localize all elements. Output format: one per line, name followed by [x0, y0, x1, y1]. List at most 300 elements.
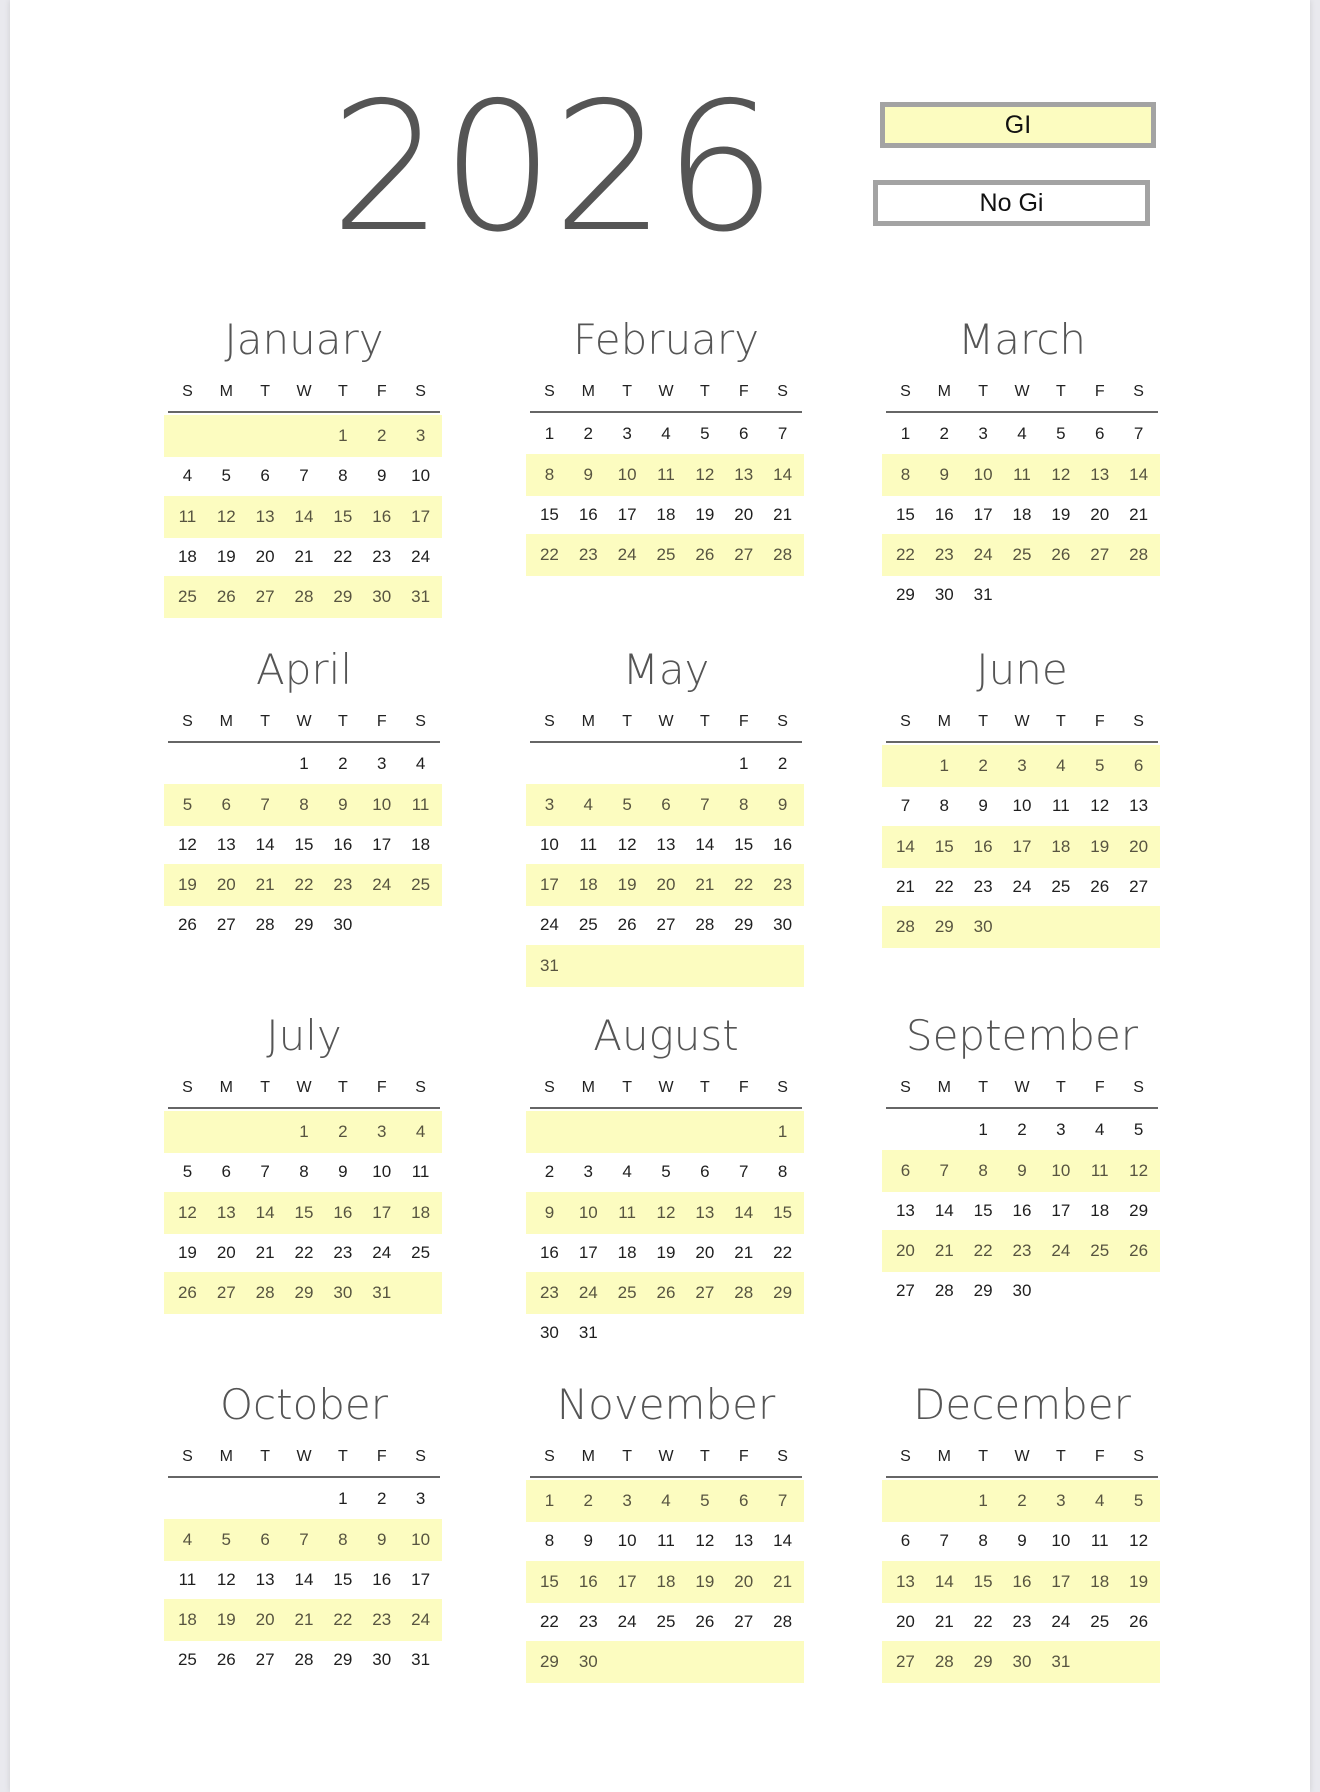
day-cell: 2: [376, 426, 387, 445]
day-cell: 9: [777, 794, 788, 814]
day-cell: 25: [411, 875, 431, 894]
day-cell: 21: [773, 1571, 793, 1591]
day-cell: 1: [978, 1120, 988, 1140]
day-cell: 22: [294, 1242, 314, 1262]
day-cell: 18: [177, 546, 197, 566]
month-title: April: [256, 645, 352, 694]
day-cell: 4: [415, 1122, 426, 1141]
week-row-gi: [526, 1111, 804, 1153]
day-cell: 27: [1129, 876, 1149, 896]
day-cell: 2: [583, 424, 593, 444]
day-cell: 3: [583, 1162, 593, 1182]
day-cell: 14: [773, 1531, 793, 1551]
month-august: [522, 1011, 810, 1353]
day-cell: 2: [939, 424, 949, 444]
week-row-gi: [164, 784, 442, 826]
month-title: January: [224, 315, 384, 364]
weekday-header: W: [296, 1079, 312, 1096]
day-cell: 26: [1129, 1241, 1149, 1260]
week-row-gi: [526, 1561, 804, 1603]
weekday-header: M: [581, 383, 595, 400]
day-cell: 21: [255, 1242, 275, 1262]
weekday-header: T: [260, 383, 271, 400]
day-cell: 23: [578, 1611, 598, 1631]
day-cell: 29: [539, 1652, 559, 1671]
day-cell: 7: [900, 796, 911, 816]
weekday-header: W: [1014, 1448, 1030, 1465]
day-cell: 17: [1051, 1200, 1071, 1220]
day-cell: 23: [1012, 1241, 1032, 1260]
weekday-header: T: [260, 713, 271, 730]
day-cell: 18: [411, 834, 431, 854]
day-cell: 17: [578, 1242, 598, 1262]
day-cell: 11: [579, 834, 598, 854]
day-cell: 22: [773, 1242, 793, 1262]
week-row-nogi: [530, 1603, 802, 1642]
day-cell: 7: [939, 1531, 949, 1551]
day-cell: 19: [617, 875, 637, 894]
day-cell: 31: [578, 1323, 598, 1343]
day-cell: 16: [333, 834, 353, 854]
day-cell: 17: [973, 504, 993, 524]
day-cell: 27: [1090, 545, 1110, 564]
day-cell: 4: [182, 466, 193, 486]
day-cell: 28: [695, 915, 715, 935]
week-row-gi: [164, 415, 442, 457]
day-cell: 25: [1090, 1611, 1110, 1631]
day-cell: 4: [1056, 756, 1066, 775]
day-cell: 13: [734, 464, 754, 484]
day-cell: 18: [411, 1202, 431, 1222]
weekday-header: T: [699, 383, 710, 400]
day-cell: 8: [939, 796, 949, 816]
day-cell: 17: [411, 506, 431, 526]
weekday-header: W: [1014, 1079, 1030, 1096]
week-row-nogi: [886, 576, 1158, 615]
day-cell: 10: [617, 1531, 637, 1551]
day-cell: 13: [1129, 796, 1149, 816]
day-cell: 2: [338, 1122, 348, 1141]
weekday-header: T: [1055, 713, 1066, 730]
day-cell: 3: [544, 794, 555, 814]
day-cell: 7: [777, 424, 788, 444]
weekday-header: W: [296, 383, 312, 400]
day-cell: 30: [1012, 1652, 1032, 1671]
day-cell: 4: [661, 1491, 671, 1510]
weekday-header: T: [978, 1079, 989, 1096]
day-cell: 30: [578, 1652, 598, 1671]
day-cell: 14: [294, 506, 314, 526]
week-row-nogi: [168, 1234, 440, 1273]
day-cell: 17: [539, 875, 559, 894]
weekday-header: T: [337, 1079, 348, 1096]
day-cell: 12: [695, 464, 715, 484]
day-cell: 12: [1129, 1531, 1149, 1551]
weekday-header: T: [699, 713, 710, 730]
day-cell: 29: [934, 917, 954, 936]
day-cell: 27: [895, 1652, 915, 1671]
day-cell: 1: [777, 1122, 788, 1141]
weekday-header-row: [530, 1440, 802, 1478]
week-row-nogi: [168, 1153, 440, 1192]
day-cell: 22: [895, 545, 915, 564]
weekday-header: S: [182, 713, 193, 730]
day-cell: 4: [415, 754, 426, 774]
month-march: [878, 315, 1166, 615]
day-cell: 9: [583, 464, 593, 484]
day-cell: 11: [1090, 1160, 1109, 1180]
day-cell: 14: [255, 1202, 275, 1222]
month-november: [522, 1380, 810, 1683]
day-cell: 20: [216, 875, 236, 894]
day-cell: 9: [544, 1202, 555, 1222]
day-cell: 19: [695, 504, 715, 524]
day-cell: 22: [539, 1611, 559, 1631]
weekday-header: F: [376, 1448, 387, 1465]
week-row-gi: [882, 1561, 1160, 1603]
day-cell: 30: [539, 1323, 559, 1343]
day-cell: 13: [216, 834, 236, 854]
weekday-header-row: [530, 375, 802, 413]
day-cell: 29: [973, 1281, 993, 1301]
day-cell: 7: [1133, 424, 1144, 444]
day-cell: 5: [221, 1529, 231, 1549]
day-cell: 24: [411, 1610, 431, 1629]
day-cell: 11: [411, 1162, 430, 1182]
weekday-header: T: [260, 1448, 271, 1465]
day-cell: 26: [216, 1650, 236, 1670]
day-cell: 12: [216, 506, 236, 526]
weekday-header-row: [168, 375, 440, 413]
week-row-gi: [164, 1519, 442, 1561]
weekday-header: M: [937, 713, 951, 730]
week-row-gi: [164, 496, 442, 538]
week-row-gi: [882, 906, 1160, 948]
day-cell: 2: [583, 1491, 593, 1510]
weekday-header: F: [1094, 383, 1105, 400]
day-cell: 19: [177, 1242, 197, 1262]
day-cell: 4: [1094, 1120, 1105, 1140]
day-cell: 26: [177, 1283, 197, 1302]
day-cell: 29: [973, 1652, 993, 1671]
weekday-header: F: [1094, 713, 1105, 730]
day-cell: 19: [695, 1571, 715, 1591]
weekday-header: F: [376, 383, 387, 400]
day-cell: 6: [738, 1491, 749, 1510]
day-cell: 1: [338, 1489, 348, 1509]
month-title: November: [556, 1380, 776, 1429]
day-cell: 25: [1051, 876, 1071, 896]
week-row-nogi: [530, 1522, 802, 1561]
weekday-header: M: [581, 1079, 595, 1096]
calendar-page: [10, 0, 1310, 1792]
day-cell: 24: [372, 875, 392, 894]
week-row-gi: [526, 534, 804, 576]
day-cell: 9: [978, 796, 988, 816]
day-cell: 1: [544, 424, 555, 444]
day-cell: 23: [333, 875, 353, 894]
day-cell: 2: [978, 756, 988, 775]
day-cell: 16: [1012, 1200, 1032, 1220]
weekday-header: T: [337, 713, 348, 730]
day-cell: 9: [338, 1162, 348, 1182]
day-cell: 13: [1090, 464, 1110, 484]
week-row-nogi: [168, 1480, 440, 1519]
weekday-header: F: [376, 1079, 387, 1096]
day-cell: 10: [411, 1529, 431, 1549]
day-cell: 31: [372, 1283, 392, 1302]
day-cell: 28: [255, 915, 275, 935]
month-january: [160, 315, 448, 618]
day-cell: 27: [216, 915, 236, 935]
day-cell: 31: [539, 955, 559, 975]
weekday-header: S: [182, 383, 193, 400]
day-cell: 20: [895, 1241, 915, 1260]
weekday-header: T: [978, 1448, 989, 1465]
day-cell: 24: [411, 546, 431, 566]
weekday-header: T: [622, 1448, 633, 1465]
day-cell: 3: [978, 424, 988, 444]
weekday-header: F: [738, 383, 749, 400]
day-cell: 10: [372, 794, 392, 814]
day-cell: 26: [656, 1283, 676, 1302]
day-cell: 12: [177, 1202, 197, 1222]
day-cell: 18: [1051, 836, 1071, 856]
day-cell: 31: [411, 1650, 431, 1670]
day-cell: 5: [1133, 1120, 1144, 1140]
day-cell: 6: [661, 794, 671, 814]
day-cell: 24: [539, 915, 559, 935]
weekday-header: W: [658, 1448, 674, 1465]
day-cell: 25: [617, 1283, 637, 1302]
day-cell: 29: [895, 585, 915, 605]
week-row-gi: [164, 576, 442, 618]
day-cell: 31: [1051, 1652, 1071, 1671]
day-cell: 26: [1090, 876, 1110, 896]
day-cell: 22: [973, 1241, 993, 1260]
day-cell: 10: [411, 466, 431, 486]
weekday-header: S: [415, 713, 426, 730]
day-cell: 27: [695, 1283, 715, 1302]
day-cell: 19: [1090, 836, 1110, 856]
day-cell: 16: [773, 834, 793, 854]
day-cell: 27: [895, 1281, 915, 1301]
day-cell: 4: [622, 1162, 632, 1182]
day-cell: 25: [578, 915, 598, 935]
day-cell: 20: [695, 1242, 715, 1262]
day-cell: 30: [372, 1650, 392, 1670]
day-cell: 26: [695, 545, 715, 564]
day-cell: 23: [973, 876, 993, 896]
day-cell: 9: [939, 464, 949, 484]
weekday-header-row: [168, 1440, 440, 1478]
weekday-header: T: [978, 383, 989, 400]
month-title: March: [957, 315, 1087, 364]
day-cell: 12: [1129, 1160, 1149, 1180]
day-cell: 6: [900, 1531, 911, 1551]
day-cell: 31: [973, 585, 993, 605]
week-row-gi: [164, 1599, 442, 1641]
weekday-header: M: [581, 713, 595, 730]
week-row-nogi: [530, 745, 802, 784]
day-cell: 15: [934, 836, 954, 856]
day-cell: 28: [294, 1650, 314, 1670]
month-title: May: [622, 645, 710, 694]
week-row-nogi: [886, 787, 1158, 826]
month-title: September: [905, 1011, 1139, 1060]
day-cell: 29: [734, 915, 754, 935]
weekday-header: M: [219, 1448, 233, 1465]
day-cell: 7: [260, 794, 270, 814]
week-row-gi: [526, 1641, 804, 1683]
day-cell: 25: [1090, 1241, 1110, 1260]
day-cell: 10: [372, 1162, 392, 1182]
day-cell: 14: [895, 836, 915, 856]
day-cell: 1: [978, 1491, 988, 1510]
day-cell: 21: [895, 876, 915, 896]
weekday-header: S: [415, 1079, 426, 1096]
day-cell: 8: [777, 1162, 788, 1182]
weekday-header-row: [886, 1440, 1158, 1478]
day-cell: 17: [372, 834, 392, 854]
day-cell: 25: [656, 1611, 676, 1631]
day-cell: 6: [900, 1160, 911, 1180]
weekday-header: T: [699, 1448, 710, 1465]
day-cell: 17: [411, 1569, 431, 1589]
day-cell: 14: [695, 834, 715, 854]
week-row-gi: [882, 1480, 1160, 1522]
day-cell: 7: [299, 1529, 309, 1549]
day-cell: 29: [773, 1283, 793, 1302]
day-cell: 17: [1051, 1571, 1071, 1591]
weekday-header: S: [900, 1448, 911, 1465]
day-cell: 23: [372, 1610, 392, 1629]
weekday-header: S: [777, 1448, 788, 1465]
day-cell: 11: [1052, 796, 1070, 816]
day-cell: 9: [1017, 1160, 1027, 1180]
week-row-nogi: [530, 496, 802, 535]
day-cell: 24: [1012, 876, 1032, 896]
day-cell: 18: [1012, 504, 1032, 524]
day-cell: 20: [255, 1610, 275, 1629]
day-cell: 10: [1051, 1160, 1071, 1180]
day-cell: 23: [773, 875, 793, 894]
week-row-nogi: [168, 1641, 440, 1680]
day-cell: 12: [177, 834, 197, 854]
day-cell: 31: [411, 587, 431, 606]
weekday-header: F: [738, 713, 749, 730]
month-july: [160, 1011, 448, 1314]
month-title: October: [219, 1380, 389, 1429]
day-cell: 6: [700, 1162, 710, 1182]
day-cell: 20: [734, 1571, 754, 1591]
day-cell: 6: [1133, 756, 1144, 775]
day-cell: 26: [216, 587, 236, 606]
day-cell: 12: [656, 1202, 676, 1222]
day-cell: 7: [777, 1491, 788, 1510]
day-cell: 11: [618, 1202, 636, 1222]
day-cell: 15: [333, 1569, 353, 1589]
week-row-gi: [164, 1192, 442, 1234]
day-cell: 1: [900, 424, 911, 444]
day-cell: 14: [734, 1202, 754, 1222]
week-row-gi: [526, 1480, 804, 1522]
day-cell: 18: [578, 875, 598, 894]
day-cell: 21: [934, 1611, 954, 1631]
day-cell: 8: [544, 1531, 555, 1551]
day-cell: 9: [583, 1531, 593, 1551]
day-cell: 10: [578, 1202, 598, 1222]
day-cell: 26: [617, 915, 637, 935]
day-cell: 16: [578, 504, 598, 524]
weekday-header: S: [544, 1079, 555, 1096]
weekday-header-row: [886, 705, 1158, 743]
day-cell: 7: [939, 1160, 949, 1180]
day-cell: 15: [294, 1202, 314, 1222]
day-cell: 3: [622, 1491, 632, 1510]
day-cell: 28: [294, 587, 314, 606]
day-cell: 27: [656, 915, 676, 935]
day-cell: 4: [661, 424, 671, 444]
day-cell: 5: [700, 424, 710, 444]
day-cell: 17: [617, 1571, 637, 1591]
week-row-nogi: [168, 826, 440, 865]
day-cell: 20: [216, 1242, 236, 1262]
month-title: June: [976, 645, 1068, 694]
weekday-header-row: [530, 1071, 802, 1109]
weekday-header: T: [1055, 383, 1066, 400]
day-cell: 13: [255, 1569, 275, 1589]
weekday-header: W: [296, 1448, 312, 1465]
weekday-header: T: [622, 383, 633, 400]
weekday-header-row: [530, 705, 802, 743]
day-cell: 10: [617, 464, 637, 484]
day-cell: 13: [216, 1202, 236, 1222]
day-cell: 5: [182, 794, 193, 814]
weekday-header: S: [544, 383, 555, 400]
day-cell: 14: [1129, 464, 1149, 484]
day-cell: 8: [900, 464, 911, 484]
day-cell: 28: [895, 917, 915, 936]
day-cell: 1: [939, 756, 949, 775]
week-row-gi: [526, 1272, 804, 1314]
day-cell: 3: [1056, 1491, 1066, 1510]
week-row-nogi: [530, 826, 802, 865]
day-cell: 2: [1017, 1491, 1027, 1510]
week-row-nogi: [168, 1561, 440, 1600]
day-cell: 22: [539, 545, 559, 564]
day-cell: 28: [773, 1611, 793, 1631]
day-cell: 19: [1051, 504, 1071, 524]
day-cell: 1: [738, 754, 749, 774]
weekday-header: M: [581, 1448, 595, 1465]
weekday-header-row: [886, 1071, 1158, 1109]
day-cell: 3: [622, 424, 632, 444]
day-cell: 30: [773, 915, 793, 935]
day-cell: 6: [1094, 424, 1105, 444]
day-cell: 17: [372, 1202, 392, 1222]
day-cell: 3: [376, 754, 387, 774]
month-title: December: [913, 1380, 1131, 1429]
day-cell: 25: [177, 587, 197, 606]
week-row-nogi: [168, 745, 440, 784]
day-cell: 2: [544, 1162, 555, 1182]
week-row-nogi: [886, 1603, 1158, 1642]
day-cell: 19: [216, 1610, 236, 1629]
year-title: 2026: [330, 64, 775, 271]
weekday-header: T: [978, 713, 989, 730]
week-row-nogi: [886, 496, 1158, 535]
